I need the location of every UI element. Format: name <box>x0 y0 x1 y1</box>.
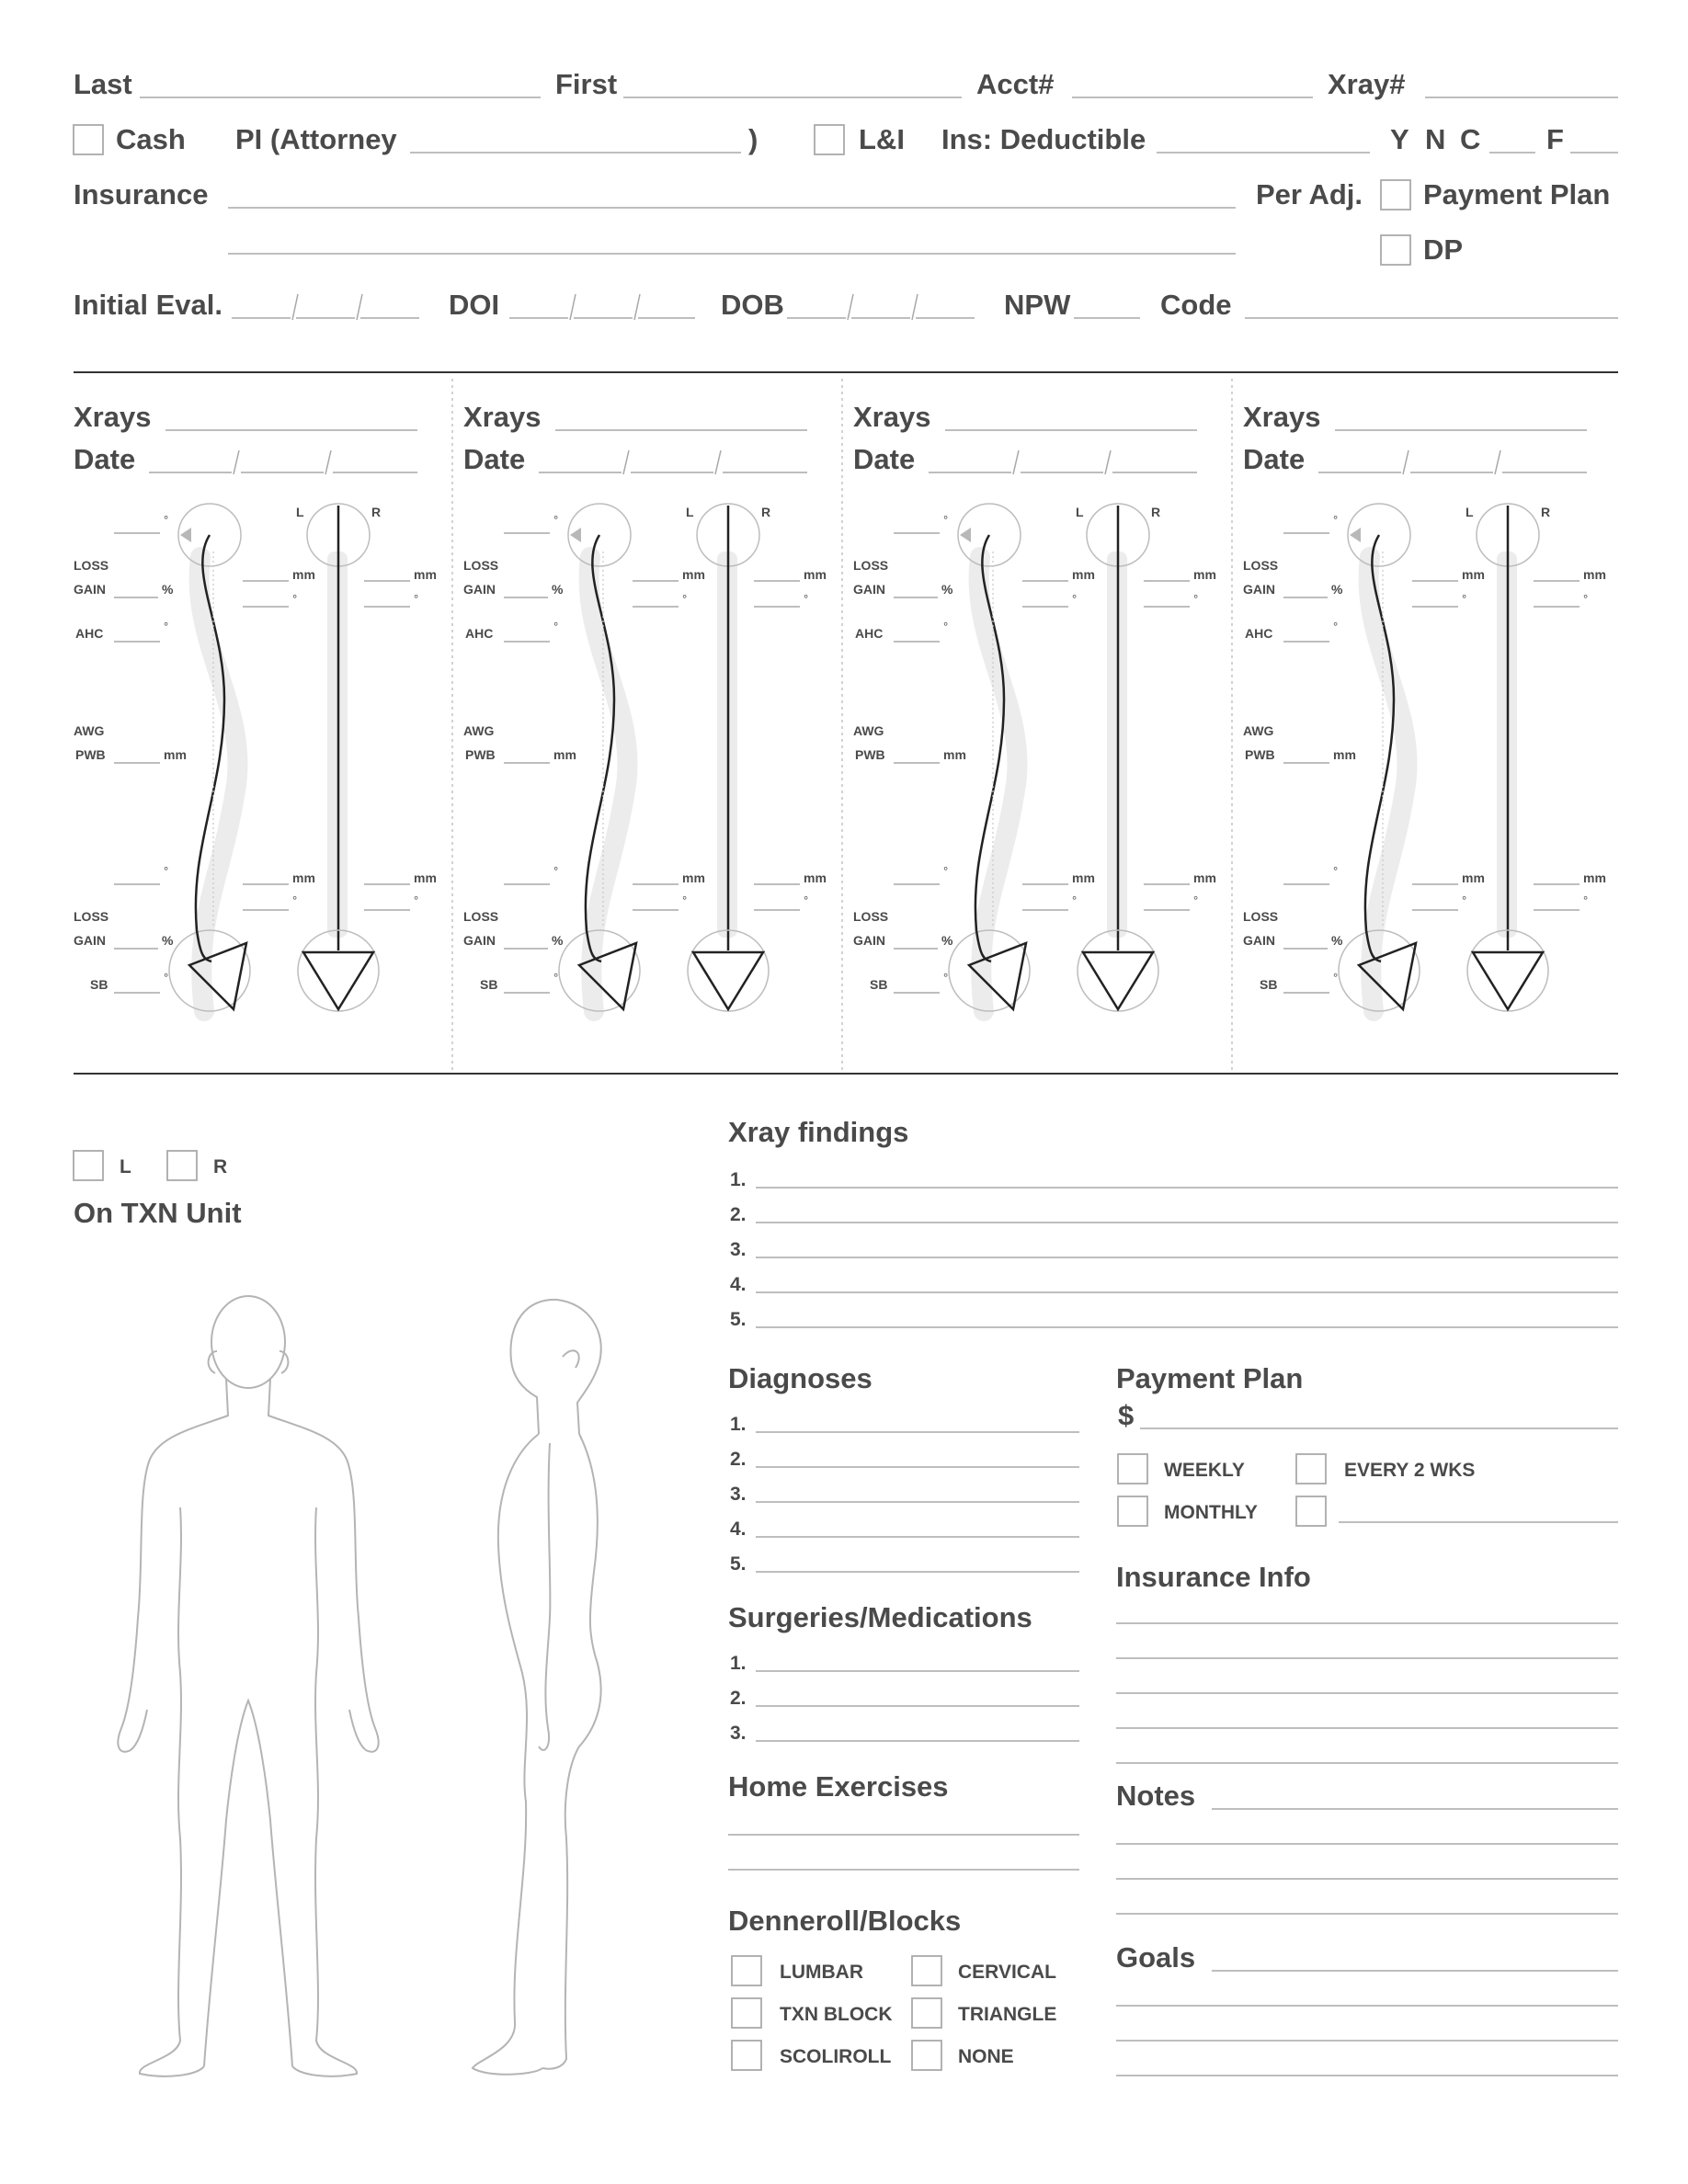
finding-number: 5. <box>730 1309 747 1330</box>
sb-label: SB <box>480 977 498 992</box>
mm-mark: mm <box>1072 870 1095 885</box>
sb-label: SB <box>90 977 108 992</box>
deg-mark: ° <box>1072 592 1078 606</box>
doi-date-field[interactable] <box>509 294 695 320</box>
pi-attorney-label: PI (Attorney <box>235 123 397 155</box>
xray-date-field[interactable] <box>929 450 1197 474</box>
mm-mark: mm <box>292 870 315 885</box>
npw-label: NPW <box>1004 289 1071 321</box>
lateral-spine-silhouette <box>200 557 238 1011</box>
deg-mark: ° <box>553 513 559 527</box>
deg-mark: ° <box>1333 513 1339 527</box>
acct-label: Acct# <box>976 68 1055 100</box>
xrays-label: Xrays <box>1243 401 1321 433</box>
mm-mark: mm <box>1583 567 1606 582</box>
mm-mark: mm <box>1193 870 1216 885</box>
ap-right-marker: R <box>1151 505 1161 519</box>
cash-label: Cash <box>116 123 186 155</box>
patient-header <box>74 68 1618 321</box>
date-label: Date <box>853 443 916 475</box>
per-adj-label: Per Adj. <box>1256 178 1363 210</box>
finding-number: 4. <box>730 1274 747 1295</box>
payment-plan-title: Payment Plan <box>1116 1362 1304 1394</box>
initial-eval-date-field[interactable] <box>232 294 419 320</box>
txn-left-checkbox[interactable] <box>74 1151 103 1180</box>
xray-panel-4 <box>1243 401 1606 1011</box>
lateral-spine-silhouette <box>979 557 1018 1011</box>
pct-mark: % <box>941 582 953 597</box>
ap-left-marker: L <box>686 505 694 519</box>
xray-date-field[interactable] <box>539 450 807 474</box>
mm-mark: mm <box>1333 747 1356 762</box>
diagnosis-number: 5. <box>730 1553 747 1575</box>
txn-left-label: L <box>120 1156 131 1177</box>
deg-mark: ° <box>1583 893 1589 907</box>
mm-mark: mm <box>292 567 315 582</box>
last-label: Last <box>74 68 132 100</box>
pwb-label: PWB <box>75 747 106 762</box>
deg-mark: ° <box>804 893 809 907</box>
gain-label: GAIN <box>853 582 885 597</box>
pct-mark: % <box>552 933 564 948</box>
deg-mark: ° <box>1072 893 1078 907</box>
deg-mark: ° <box>1333 864 1339 878</box>
txn-block-label: TXN BLOCK <box>780 2004 893 2025</box>
cervical-marker <box>960 528 971 542</box>
txn-unit-section <box>74 1151 601 2076</box>
doi-label: DOI <box>449 289 500 321</box>
ap-left-marker: L <box>1076 505 1084 519</box>
surgery-number: 3. <box>730 1723 747 1744</box>
mm-mark: mm <box>682 870 705 885</box>
pwb-label: PWB <box>465 747 496 762</box>
deg-mark: ° <box>164 513 169 527</box>
mm-mark: mm <box>414 870 437 885</box>
txn-block-checkbox[interactable] <box>732 1998 761 2028</box>
sb-label: SB <box>870 977 888 992</box>
spine-measurements <box>463 513 827 993</box>
deg-mark: ° <box>943 971 949 984</box>
lateral-spine-silhouette <box>589 557 628 1011</box>
other-plan-checkbox[interactable] <box>1296 1496 1326 1526</box>
deg-mark: ° <box>553 971 559 984</box>
ap-sacrum-triangle <box>693 952 763 1009</box>
li-label: L&I <box>859 123 905 155</box>
deg-mark: ° <box>414 592 419 606</box>
gain-label: GAIN <box>1243 582 1275 597</box>
spine-measurements <box>1243 513 1606 993</box>
insurance-info-title: Insurance Info <box>1116 1561 1311 1593</box>
mm-mark: mm <box>164 747 187 762</box>
payment-plan-checkbox[interactable] <box>1381 180 1410 210</box>
diagnosis-number: 3. <box>730 1484 747 1505</box>
loss-label: LOSS <box>853 558 889 573</box>
ap-left-marker: L <box>1466 505 1474 519</box>
payment-plan-section <box>1116 1362 1618 1526</box>
gain-label: GAIN <box>463 933 496 948</box>
date-label: Date <box>74 443 136 475</box>
deg-mark: ° <box>553 620 559 633</box>
deg-mark: ° <box>1583 592 1589 606</box>
deg-mark: ° <box>414 893 419 907</box>
deg-mark: ° <box>943 620 949 633</box>
none-checkbox[interactable] <box>912 2041 941 2070</box>
denneroll-title: Denneroll/Blocks <box>728 1905 962 1937</box>
dp-label: DP <box>1423 233 1464 266</box>
cervical-marker <box>1350 528 1361 542</box>
ap-sacrum-triangle <box>1083 952 1153 1009</box>
deg-mark: ° <box>292 893 298 907</box>
cervical-marker <box>180 528 191 542</box>
xray-number-label: Xray# <box>1328 68 1406 100</box>
triangle-checkbox[interactable] <box>912 1998 941 2028</box>
pct-mark: % <box>941 933 953 948</box>
ins-deductible-label: Ins: Deductible <box>941 123 1146 155</box>
scoliroll-label: SCOLIROLL <box>780 2046 892 2067</box>
deg-mark: ° <box>682 893 688 907</box>
surgeries-title: Surgeries/Medications <box>728 1601 1032 1633</box>
pi-close-paren: ) <box>748 123 758 155</box>
deg-mark: ° <box>682 592 688 606</box>
xrays-label: Xrays <box>853 401 931 433</box>
loss-label: LOSS <box>463 909 499 924</box>
triangle-label: TRIANGLE <box>958 2004 1057 2025</box>
awg-label: AWG <box>74 723 105 738</box>
mm-mark: mm <box>1462 567 1485 582</box>
dob-label: DOB <box>721 289 784 321</box>
pct-mark: % <box>1331 582 1343 597</box>
payment-plan-label: Payment Plan <box>1423 178 1611 210</box>
ap-sacrum-triangle <box>303 952 373 1009</box>
weekly-label: WEEKLY <box>1164 1460 1245 1481</box>
gain-label: GAIN <box>74 582 106 597</box>
xray-panel-1 <box>74 401 437 1011</box>
f-label: F <box>1546 123 1564 155</box>
spine-measurements <box>74 513 437 993</box>
awg-label: AWG <box>1243 723 1274 738</box>
loss-label: LOSS <box>853 909 889 924</box>
scoliroll-checkbox[interactable] <box>732 2041 761 2070</box>
deg-mark: ° <box>164 864 169 878</box>
deg-mark: ° <box>1333 620 1339 633</box>
cervical-checkbox[interactable] <box>912 1956 941 1985</box>
txn-unit-title: On TXN Unit <box>74 1197 242 1229</box>
deg-mark: ° <box>292 592 298 606</box>
mm-mark: mm <box>804 870 827 885</box>
mm-mark: mm <box>414 567 437 582</box>
y-label: Y <box>1390 123 1409 155</box>
deg-mark: ° <box>553 864 559 878</box>
dollar-sign: $ <box>1118 1399 1135 1431</box>
insurance-label: Insurance <box>74 178 209 210</box>
side-body-figure-icon[interactable] <box>473 1300 601 2075</box>
deg-mark: ° <box>164 620 169 633</box>
finding-number: 3. <box>730 1239 747 1260</box>
loss-label: LOSS <box>463 558 499 573</box>
surgeries-section <box>728 1601 1079 1744</box>
xray-panels <box>74 379 1606 1070</box>
ahc-label: AHC <box>855 626 884 641</box>
mm-mark: mm <box>804 567 827 582</box>
xrays-label: Xrays <box>463 401 542 433</box>
mm-mark: mm <box>682 567 705 582</box>
ahc-label: AHC <box>465 626 494 641</box>
xray-panel-3 <box>853 401 1216 1011</box>
notes-title: Notes <box>1116 1780 1196 1812</box>
monthly-checkbox[interactable] <box>1118 1496 1147 1526</box>
deg-mark: ° <box>1193 893 1199 907</box>
ap-right-marker: R <box>371 505 382 519</box>
gain-label: GAIN <box>1243 933 1275 948</box>
xray-date-field[interactable] <box>149 450 417 474</box>
lumbar-checkbox[interactable] <box>732 1956 761 1985</box>
surgery-number: 1. <box>730 1653 747 1674</box>
deg-mark: ° <box>804 592 809 606</box>
mm-mark: mm <box>1462 870 1485 885</box>
ahc-label: AHC <box>1245 626 1273 641</box>
xray-findings-title: Xray findings <box>728 1116 909 1148</box>
deg-mark: ° <box>1462 592 1467 606</box>
pwb-label: PWB <box>855 747 885 762</box>
diagnosis-number: 1. <box>730 1414 747 1435</box>
finding-number: 2. <box>730 1204 747 1225</box>
awg-label: AWG <box>463 723 495 738</box>
deg-mark: ° <box>1462 893 1467 907</box>
goals-title: Goals <box>1116 1941 1196 1974</box>
first-label: First <box>555 68 618 100</box>
ap-right-marker: R <box>1541 505 1551 519</box>
every-2-wks-checkbox[interactable] <box>1296 1454 1326 1484</box>
ap-right-marker: R <box>761 505 771 519</box>
code-label: Code <box>1160 289 1232 321</box>
pct-mark: % <box>552 582 564 597</box>
dob-date-field[interactable] <box>787 294 975 320</box>
pct-mark: % <box>162 582 174 597</box>
loss-label: LOSS <box>74 558 109 573</box>
denneroll-section <box>728 1905 1056 2070</box>
gain-label: GAIN <box>74 933 106 948</box>
home-exercises-section <box>728 1770 1079 1870</box>
insurance-info-section <box>1116 1561 1618 1763</box>
li-checkbox[interactable] <box>815 125 844 154</box>
mm-mark: mm <box>1583 870 1606 885</box>
n-label: N <box>1425 123 1446 155</box>
mm-mark: mm <box>1072 567 1095 582</box>
spine-measurements <box>853 513 1216 993</box>
cervical-marker <box>570 528 581 542</box>
mm-mark: mm <box>943 747 966 762</box>
mm-mark: mm <box>1193 567 1216 582</box>
finding-number: 1. <box>730 1169 747 1190</box>
gain-label: GAIN <box>853 933 885 948</box>
front-body-figure-icon[interactable] <box>118 1296 378 2076</box>
none-label: NONE <box>958 2046 1014 2067</box>
date-label: Date <box>463 443 526 475</box>
pwb-label: PWB <box>1245 747 1275 762</box>
diagnoses-title: Diagnoses <box>728 1362 873 1394</box>
txn-right-checkbox[interactable] <box>167 1151 197 1180</box>
xray-date-field[interactable] <box>1318 450 1587 474</box>
cash-checkbox[interactable] <box>74 125 103 154</box>
deg-mark: ° <box>943 864 949 878</box>
home-exercises-title: Home Exercises <box>728 1770 949 1803</box>
xray-panel-2 <box>463 401 827 1011</box>
dp-checkbox[interactable] <box>1381 235 1410 265</box>
xrays-label: Xrays <box>74 401 152 433</box>
ap-sacrum-triangle <box>1473 952 1543 1009</box>
loss-label: LOSS <box>1243 909 1279 924</box>
initial-eval-label: Initial Eval. <box>74 289 222 321</box>
c-label: C <box>1460 123 1481 155</box>
loss-label: LOSS <box>1243 558 1279 573</box>
surgery-number: 2. <box>730 1688 747 1709</box>
diagnosis-number: 2. <box>730 1449 747 1470</box>
txn-right-label: R <box>213 1156 228 1177</box>
every-2-wks-label: EVERY 2 WKS <box>1344 1460 1476 1481</box>
loss-label: LOSS <box>74 909 109 924</box>
weekly-checkbox[interactable] <box>1118 1454 1147 1484</box>
xray-findings-section <box>728 1116 1618 1330</box>
deg-mark: ° <box>1193 592 1199 606</box>
date-label: Date <box>1243 443 1306 475</box>
pct-mark: % <box>1331 933 1343 948</box>
sb-label: SB <box>1260 977 1278 992</box>
mm-mark: mm <box>553 747 576 762</box>
deg-mark: ° <box>164 971 169 984</box>
gain-label: GAIN <box>463 582 496 597</box>
notes-section <box>1116 1780 1618 1914</box>
ap-left-marker: L <box>296 505 304 519</box>
lumbar-label: LUMBAR <box>780 1962 863 1983</box>
ahc-label: AHC <box>75 626 104 641</box>
awg-label: AWG <box>853 723 884 738</box>
diagnosis-number: 4. <box>730 1519 747 1540</box>
deg-mark: ° <box>943 513 949 527</box>
goals-section <box>1116 1941 1618 2076</box>
diagnoses-section <box>728 1362 1079 1575</box>
monthly-label: MONTHLY <box>1164 1502 1258 1523</box>
lateral-spine-silhouette <box>1369 557 1408 1011</box>
deg-mark: ° <box>1333 971 1339 984</box>
pct-mark: % <box>162 933 174 948</box>
cervical-label: CERVICAL <box>958 1962 1056 1983</box>
